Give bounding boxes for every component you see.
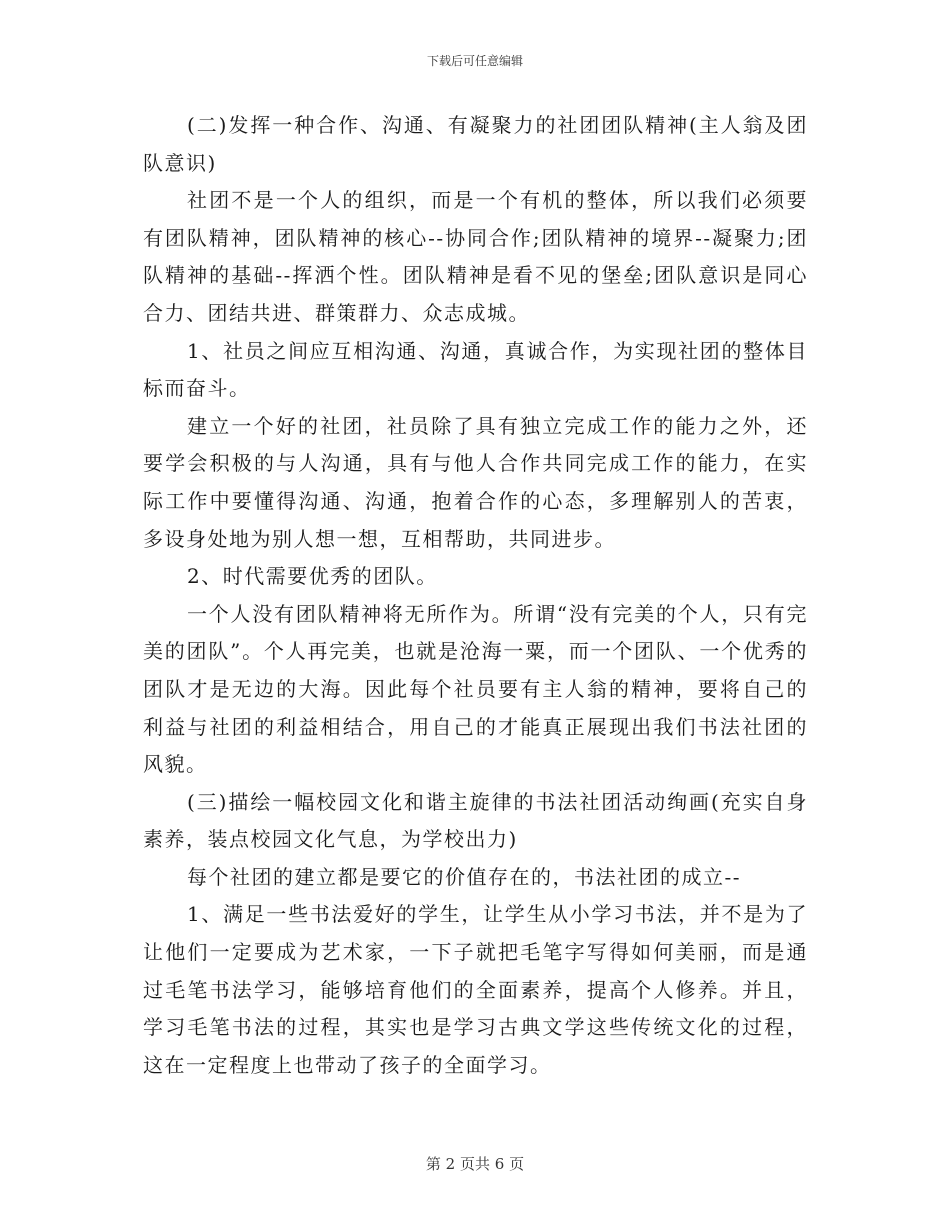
numbered-point: 2、时代需要优秀的团队。	[187, 564, 438, 589]
page-footer: 第 2 页共 6 页	[425, 1155, 525, 1173]
page-header: 下载后可任意编辑	[426, 54, 523, 68]
numbered-point: 1、满足一些书法爱好的学生，让学生从小学习书法，并不是为了让他们一定要成为艺术家，一下子就把毛笔字写得如何美丽，而是通过毛笔书法学习，能够培育他们的全面素养，提高个人修养。并且，学习毛笔书法的过程，其实也是学习古典文学这些传统文化的过程，这在一定程度上也带动了孩子的全面学习。	[143, 902, 808, 1077]
body-paragraph: 一个人没有团队精神将无所作为。所谓“没有完美的个人，只有完美的团队”。个人再完美，也就是沧海一粟，而一个团队、一个优秀的团队才是无边的大海。因此每个社员要有主人翁的精神，要将自己的利益与社团的利益相结合，用自己的才能真正展现出我们书法社团的风貌。	[143, 601, 808, 777]
section-heading-two: (二)发挥一种合作、沟通、有凝聚力的社团团队精神(主人翁及团队意识)	[143, 113, 808, 175]
numbered-point: 1、社员之间应互相沟通、沟通，真诚合作，为实现社团的整体目标而奋斗。	[143, 338, 808, 401]
section-heading-three: (三)描绘一幅校园文化和谐主旋律的书法社团活动绚画(充实自身素养，装点校园文化气息，为学校出力)	[143, 789, 808, 852]
document-body	[143, 107, 808, 1084]
body-paragraph: 社团不是一个人的组织，而是一个有机的整体，所以我们必须要有团队精神，团队精神的核心--协同合作;团队精神的境界--凝聚力;团队精神的基础--挥洒个性。团队精神是看不见的堡垒;团队意识是同心合力、团结共进、群策群力、众志成城。	[143, 188, 808, 325]
body-paragraph: 建立一个好的社团，社员除了具有独立完成工作的能力之外，还要学会积极的与人沟通，具有与他人合作共同完成工作的能力，在实际工作中要懂得沟通、沟通，抱着合作的心态，多理解别人的苦衷，多设身处地为别人想一想，互相帮助，共同进步。	[143, 413, 808, 551]
body-paragraph: 每个社团的建立都是要它的价值存在的，书法社团的成立--	[187, 864, 742, 889]
